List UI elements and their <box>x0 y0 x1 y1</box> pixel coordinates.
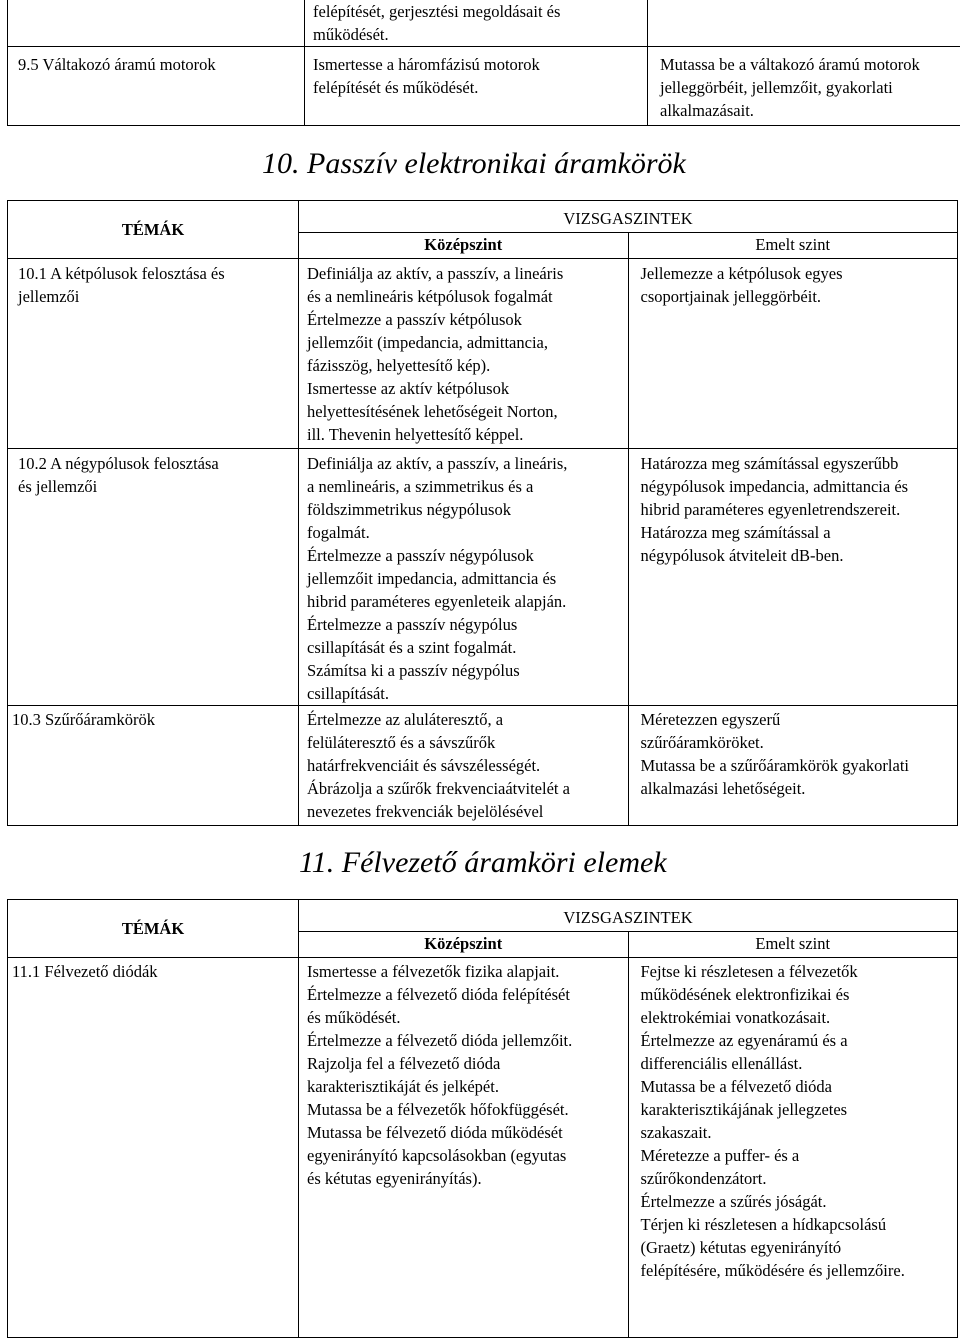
section-10-table <box>7 200 958 826</box>
column-header-middle-level: Középszint <box>299 233 629 259</box>
prev-section-table <box>7 0 960 126</box>
advanced-level-cell: Mutassa be a váltakozó áramú motorok jelleggörbéit, jellemzőit, gyakorlati alkalmazásait. <box>648 47 960 126</box>
topic-cell: 9.5 Váltakozó áramú motorok <box>8 47 305 126</box>
table-row <box>8 958 958 1338</box>
table-row <box>8 47 960 126</box>
table-row <box>8 0 960 47</box>
topic-cell: 10.2 A négypólusok felosztása és jellemzői <box>8 449 299 706</box>
column-header-topics: TÉMÁK <box>8 900 299 958</box>
column-header-middle-level: Középszint <box>299 932 629 958</box>
column-header-advanced-level: Emelt szint <box>628 932 958 958</box>
section-11-table <box>7 899 958 1338</box>
middle-level-cell: felépítését, gerjesztési megoldásait és működését. <box>305 0 648 47</box>
middle-level-cell: Ismertesse a félvezetők fizika alapjait. Értelmezze a félvezető dióda felépítését és működését. Értelmezze a félvezető dióda jellemzőit. Rajzolja fel a félvezető dióda karakterisztikáját és jelképét. Mutassa be a félvezetők hőfokfüggését. Mutassa be félvezető dióda működését egyenirányító kapcsolásokban (egyutas és kétutas egyenirányítás). <box>299 958 629 1338</box>
middle-level-cell: Értelmezze az aluláteresztő, a felüláteresztő és a sávszűrők határfrekvenciáit és sávszélességét. Ábrázolja a szűrők frekvenciaátvitelét a nevezetes frekvenciák bejelölésével <box>299 706 629 826</box>
column-header-exam-levels: VIZSGASZINTEK <box>299 201 958 233</box>
advanced-level-cell <box>648 0 960 47</box>
advanced-level-cell: Határozza meg számítással egyszerűbb négypólusok impedancia, admittancia és hibrid paraméteres egyenletrendszereit. Határozza meg számítással a négypólusok átviteleit dB-ben. <box>628 449 958 706</box>
topic-cell: 11.1 Félvezető diódák <box>8 958 299 1338</box>
middle-level-cell: Ismertesse a háromfázisú motorok felépítését és működését. <box>305 47 648 126</box>
advanced-level-cell: Jellemezze a kétpólusok egyes csoportjainak jelleggörbéit. <box>628 259 958 449</box>
section-title: 10. Passzív elektronikai áramkörök <box>262 147 686 181</box>
column-header-topics: TÉMÁK <box>8 201 299 259</box>
topic-cell <box>8 0 305 47</box>
column-header-exam-levels: VIZSGASZINTEK <box>299 900 958 932</box>
topic-cell: 10.1 A kétpólusok felosztása és jellemzői <box>8 259 299 449</box>
table-row <box>8 706 958 826</box>
advanced-level-cell: Fejtse ki részletesen a félvezetők működésének elektronfizikai és elektrokémiai vonatkozásait. Értelmezze az egyenáramú és a differenciális ellenállást. Mutassa be a félvezető dióda karakterisztikájának jellegzetes szakaszait. Méretezze a puffer- és a szűrőkondenzátort. Értelmezze a szűrés jóságát. Térjen ki részletesen a hídkapcsolású (Graetz) kétutas egyenirányító felépítésére, működésére és jellemzőire. <box>628 958 958 1338</box>
table-row <box>8 259 958 449</box>
header-row <box>8 900 958 932</box>
advanced-level-cell: Méretezzen egyszerű szűrőáramköröket. Mutassa be a szűrőáramkörök gyakorlati alkalmazási lehetőségeit. <box>628 706 958 826</box>
table-row <box>8 449 958 706</box>
section-title: 11. Félvezető áramköri elemek <box>299 846 667 880</box>
header-row <box>8 201 958 233</box>
middle-level-cell: Definiálja az aktív, a passzív, a lineáris és a nemlineáris kétpólusok fogalmát Értelmezze a passzív kétpólusok jellemzőit (impedancia, admittancia, fázisszög, helyettesítő kép). Ismertesse az aktív kétpólusok helyettesítésének lehetőségeit Norton, ill. Thevenin helyettesítő képpel. <box>299 259 629 449</box>
middle-level-cell: Definiálja az aktív, a passzív, a lineáris, a nemlineáris, a szimmetrikus és a földszimmetrikus négypólusok fogalmát. Értelmezze a passzív négypólusok jellemzőit impedancia, admittancia és hibrid paraméteres egyenleteik alapján. Értelmezze a passzív négypólus csillapítását és a szint fogalmát. Számítsa ki a passzív négypólus csillapítását. <box>299 449 629 706</box>
column-header-advanced-level: Emelt szint <box>628 233 958 259</box>
topic-cell: 10.3 Szűrőáramkörök <box>8 706 299 826</box>
